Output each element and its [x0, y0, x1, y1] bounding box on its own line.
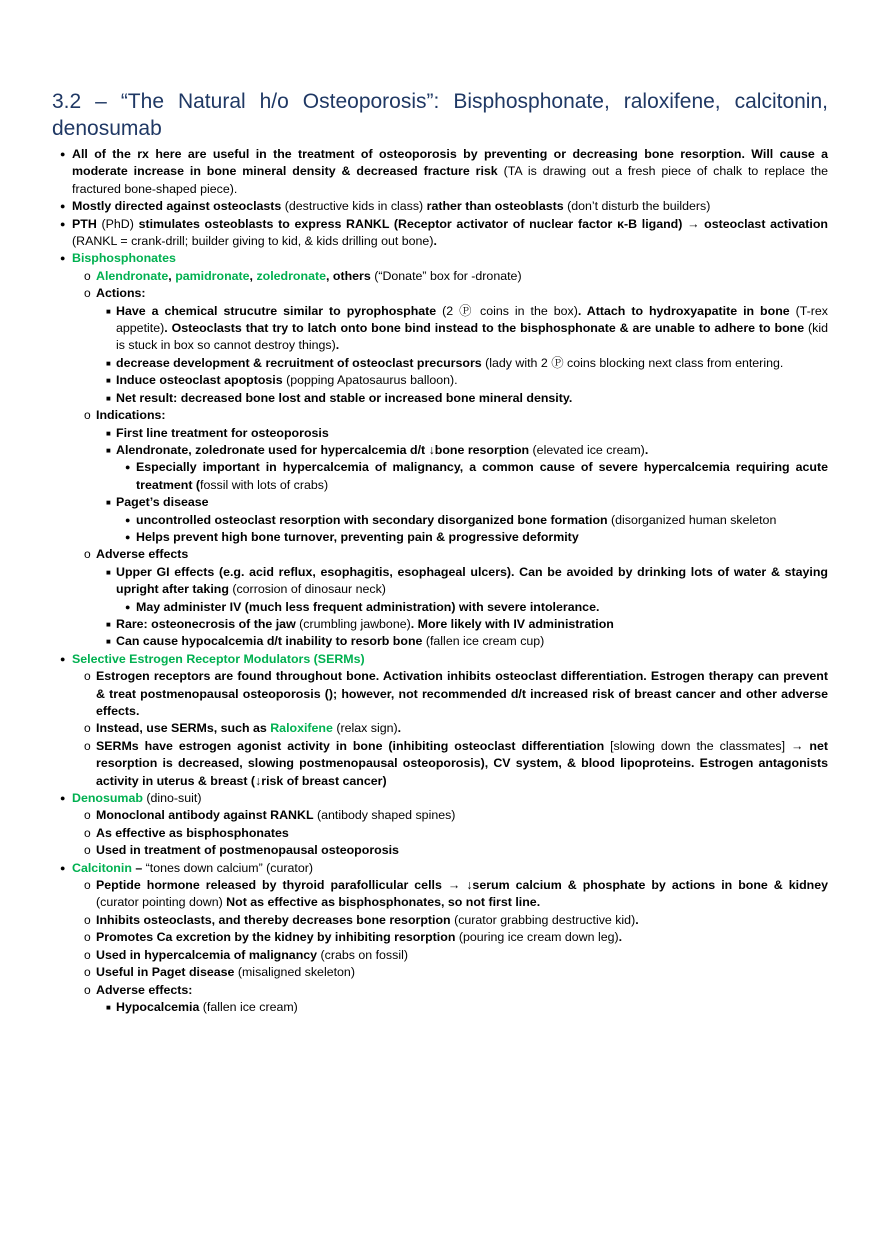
bold-text: Have a chemical strucutre similar to pyrophosphate — [116, 303, 437, 318]
bullet-marker: ● — [60, 793, 66, 804]
bis-adverse-1a — [52, 599, 828, 616]
text: (don’t disturb the builders) — [563, 199, 711, 214]
bold-text: Alendronate, zoledronate used for hypercalcemia d/t ↓bone resorption — [116, 442, 530, 457]
drug-name: Raloxifene — [270, 721, 333, 736]
section-heading: Selective Estrogen Receptor Modulators (SERMs) — [72, 651, 365, 666]
bold-text: decrease development & recruitment of osteoclast precursors — [116, 355, 482, 370]
text: (antibody shaped spines) — [313, 808, 456, 823]
text: (curator grabbing destructive kid) — [450, 912, 636, 927]
serm-1 — [52, 668, 828, 720]
deno-1 — [52, 807, 828, 824]
bold-text: Monoclonal antibody against RANKL — [96, 808, 314, 823]
bold-text: Induce osteoclast apoptosis — [116, 373, 283, 388]
bold-text: Indications: — [96, 408, 166, 423]
bold-text: Helps prevent high bone turnover, preventing pain & progressive deformity — [136, 529, 579, 544]
text: (curator pointing down) — [96, 895, 227, 910]
circle-marker: o — [84, 738, 91, 753]
text: (disorganized human skeleton — [607, 512, 777, 527]
text: (popping Apatosaurus balloon). — [282, 373, 458, 388]
bold-text: , — [168, 268, 176, 283]
text: (fallen ice cream cup) — [422, 634, 545, 649]
circle-marker: o — [84, 947, 91, 962]
section-calcitonin — [52, 860, 828, 877]
document-page — [52, 88, 828, 1016]
bold-text: SERMs have estrogen agonist activity in bone (inhibiting osteoclast differentiation — [96, 738, 605, 753]
bold-text: Rare: osteonecrosis of the jaw — [116, 616, 296, 631]
bold-text: rather than osteoblasts — [426, 199, 564, 214]
bis-indication-3b — [52, 529, 828, 546]
bullet-marker: ● — [125, 514, 131, 525]
circle-marker: o — [84, 825, 91, 840]
bold-text: – — [131, 860, 146, 875]
bullet-overview — [52, 146, 828, 198]
bis-indication-2a — [52, 459, 828, 494]
section-denosumab — [52, 790, 828, 807]
calc-1 — [52, 877, 828, 912]
text: fossil with lots of crabs) — [200, 477, 329, 492]
square-marker: ■ — [106, 445, 111, 455]
circle-marker: o — [84, 843, 91, 858]
bold-text: Mostly directed against osteoclasts — [72, 199, 282, 214]
circle-marker: o — [84, 930, 91, 945]
bullet-marker: ● — [60, 253, 66, 264]
circle-marker: o — [84, 808, 91, 823]
drug-name: zoledronate — [256, 268, 326, 283]
bold-text: . Attach to hydroxyapatite in bone — [577, 303, 790, 318]
bold-text: . — [397, 721, 402, 736]
text: (pouring ice cream down leg) — [455, 930, 619, 945]
bullet-marker: ● — [60, 653, 66, 664]
bold-text: Not as effective as bisphosphonates, so not first line. — [226, 895, 541, 910]
bullet-marker: ● — [125, 462, 131, 473]
calc-3 — [52, 929, 828, 946]
bold-text: . — [644, 442, 649, 457]
bold-text: . — [433, 234, 437, 249]
bold-text: Estrogen receptors are found throughout bone. Activation inhibits osteoclast differentiation. Estrogen therapy can prevent & treat postmenopausal osteoporosis (); however, not recommended d/t increased risk of breast cancer and other adverse effects. — [96, 669, 828, 718]
bold-text: Hypocalcemia — [116, 999, 200, 1014]
bold-text: . — [618, 930, 623, 945]
text: (misaligned skeleton) — [234, 965, 355, 980]
text: (2 Ⓟ coins in the box) — [436, 303, 578, 318]
serm-3 — [52, 738, 828, 790]
text: (RANKL = crank-drill; builder giving to kid, & kids drilling out bone) — [72, 234, 434, 249]
deno-2 — [52, 825, 828, 842]
bis-adverse-3 — [52, 633, 828, 650]
circle-marker: o — [84, 965, 91, 980]
text: “tones down calcium” (curator) — [145, 860, 313, 875]
circle-marker: o — [84, 878, 91, 893]
drug-name: pamidronate — [175, 268, 250, 283]
bis-adverse-1 — [52, 564, 828, 599]
circle-marker: o — [84, 669, 91, 684]
bis-adverse-label — [52, 546, 828, 563]
square-marker: ■ — [106, 428, 111, 438]
bis-adverse-2 — [52, 616, 828, 633]
calc-5 — [52, 964, 828, 981]
text: (dino-suit) — [142, 791, 202, 806]
text: (relax sign) — [332, 721, 398, 736]
square-marker: ■ — [106, 567, 111, 577]
circle-marker: o — [84, 408, 91, 423]
drug-name: Alendronate — [96, 268, 169, 283]
bullet-marker: ● — [60, 201, 66, 212]
text: (lady with 2 Ⓟ coins blocking next class from entering. — [481, 355, 784, 370]
bold-text: Used in treatment of postmenopausal osteoporosis — [96, 843, 399, 858]
bis-indication-1 — [52, 425, 828, 442]
bis-indication-3a — [52, 512, 828, 529]
bold-text: , — [249, 268, 257, 283]
circle-marker: o — [84, 547, 91, 562]
bis-actions-label — [52, 285, 828, 302]
text: (destructive kids in class) — [281, 199, 427, 214]
circle-marker: o — [84, 268, 91, 283]
text: (PhD) — [96, 216, 139, 231]
bis-indications-label — [52, 407, 828, 424]
text: (TA is drawing out a fresh piece of chalk to replace the fractured bone-shaped piece). — [72, 164, 828, 196]
bold-text: As effective as bisphosphonates — [96, 825, 289, 840]
section-heading: Denosumab — [72, 791, 143, 806]
serm-2 — [52, 720, 828, 737]
text: [slowing down the classmates] — [604, 738, 792, 753]
square-marker: ■ — [106, 1002, 111, 1012]
circle-marker: o — [84, 721, 91, 736]
square-marker: ■ — [106, 393, 111, 403]
bold-text: . — [335, 338, 340, 353]
bold-text: Net result: decreased bone lost and stable or increased bone mineral density. — [116, 390, 573, 405]
calc-6a — [52, 999, 828, 1016]
circle-marker: o — [84, 912, 91, 927]
text: (T-rex appetite) — [116, 303, 828, 336]
bis-action-3 — [52, 372, 828, 389]
bis-indication-2 — [52, 442, 828, 459]
square-marker: ■ — [106, 637, 111, 647]
text: (corrosion of dinosaur neck) — [228, 582, 386, 597]
calc-6 — [52, 982, 828, 999]
bold-text: Adverse effects — [96, 547, 189, 562]
deno-3 — [52, 842, 828, 859]
circle-marker: o — [84, 286, 91, 301]
bullet-marker: ● — [60, 862, 66, 873]
bis-action-4 — [52, 390, 828, 407]
bullet-marker: ● — [125, 531, 131, 542]
bold-text: Paget’s disease — [116, 495, 209, 510]
square-marker: ■ — [106, 376, 111, 386]
bold-text: Useful in Paget disease — [96, 965, 235, 980]
bold-text: Actions: — [96, 286, 146, 301]
square-marker: ■ — [106, 498, 111, 508]
bis-action-2 — [52, 355, 828, 372]
bold-text: All of the rx here are useful in the treatment of osteoporosis by preventing or decreasing bone resorption. Will cause a moderate increase in bone mineral density & decreased fracture risk — [72, 147, 828, 179]
bold-text: Especially important in hypercalcemia of malignancy, a common cause of severe hypercalcemia requiring acute treatment ( — [136, 460, 828, 492]
bold-text: , others — [325, 268, 371, 283]
bold-text: Instead, use SERMs, such as — [96, 721, 271, 736]
bold-text: uncontrolled osteoclast resorption with secondary disorganized bone formation — [136, 512, 608, 527]
square-marker: ■ — [106, 306, 111, 316]
calc-4 — [52, 947, 828, 964]
text: (elevated ice cream) — [529, 442, 645, 457]
calc-2 — [52, 912, 828, 929]
bold-text: Upper GI effects (e.g. acid reflux, esophagitis, esophageal ulcers). Can be avoided by drinking lots of water & staying upright after taking — [116, 564, 828, 597]
bold-text: . Osteoclasts that try to latch onto bone bind instead to the bisphosphonate & are unable to adhere to bone — [164, 321, 805, 336]
bullet-osteoclasts — [52, 198, 828, 215]
square-marker: ■ — [106, 358, 111, 368]
bullet-marker: ● — [60, 218, 66, 229]
bold-text: . — [635, 912, 639, 927]
section-heading: Calcitonin — [72, 860, 132, 875]
section-heading: Bisphosphonates — [72, 251, 176, 266]
page-title: 3.2 – “The Natural h/o Osteoporosis”: Bisphosphonate, raloxifene, calcitonin, denosumab — [52, 90, 828, 140]
bold-text: Used in hypercalcemia of malignancy — [96, 947, 318, 962]
square-marker: ■ — [106, 619, 111, 629]
bold-text: Inhibits osteoclasts, and thereby decreases bone resorption — [96, 912, 451, 927]
section-serms — [52, 651, 828, 668]
circle-marker: o — [84, 982, 91, 997]
text: (crumbling jawbone) — [295, 616, 411, 631]
text: (crabs on fossil) — [317, 947, 408, 962]
bullet-marker: ● — [60, 149, 66, 159]
text: (kid is stuck in box so cannot destroy things) — [116, 321, 828, 353]
text: (“Donate” box for -dronate) — [370, 268, 522, 283]
bis-indication-3 — [52, 494, 828, 511]
bold-text: Adverse effects: — [96, 982, 193, 997]
section-bisphosphonates — [52, 250, 828, 267]
bold-text: . More likely with IV administration — [410, 616, 614, 631]
bis-action-1 — [52, 303, 828, 355]
bold-text: Can cause hypocalcemia d/t inability to resorb bone — [116, 634, 423, 649]
text: (fallen ice cream) — [199, 999, 298, 1014]
bullet-pth — [52, 216, 828, 251]
bold-text: First line treatment for osteoporosis — [116, 425, 329, 440]
bold-text: Peptide hormone released by thyroid parafollicular cells → ↓serum calcium & phosphate by actions in bone & kidney — [96, 878, 828, 893]
bis-drugs — [52, 268, 828, 285]
bold-text: stimulates osteoblasts to express RANKL (Receptor activator of nuclear factor κ-B ligand) → osteoclast activation — [138, 216, 828, 231]
bold-text: PTH — [72, 216, 97, 231]
bold-text: → net resorption is decreased, slowing postmenopausal osteoporosis), CV system, & blood lipoproteins. Estrogen antagonists activity in uterus & breast (↓risk of breast cancer) — [96, 738, 828, 788]
bold-text: Promotes Ca excretion by the kidney by inhibiting resorption — [96, 930, 456, 945]
bold-text: May administer IV (much less frequent administration) with severe intolerance. — [136, 599, 600, 614]
bullet-marker: ● — [125, 601, 131, 612]
